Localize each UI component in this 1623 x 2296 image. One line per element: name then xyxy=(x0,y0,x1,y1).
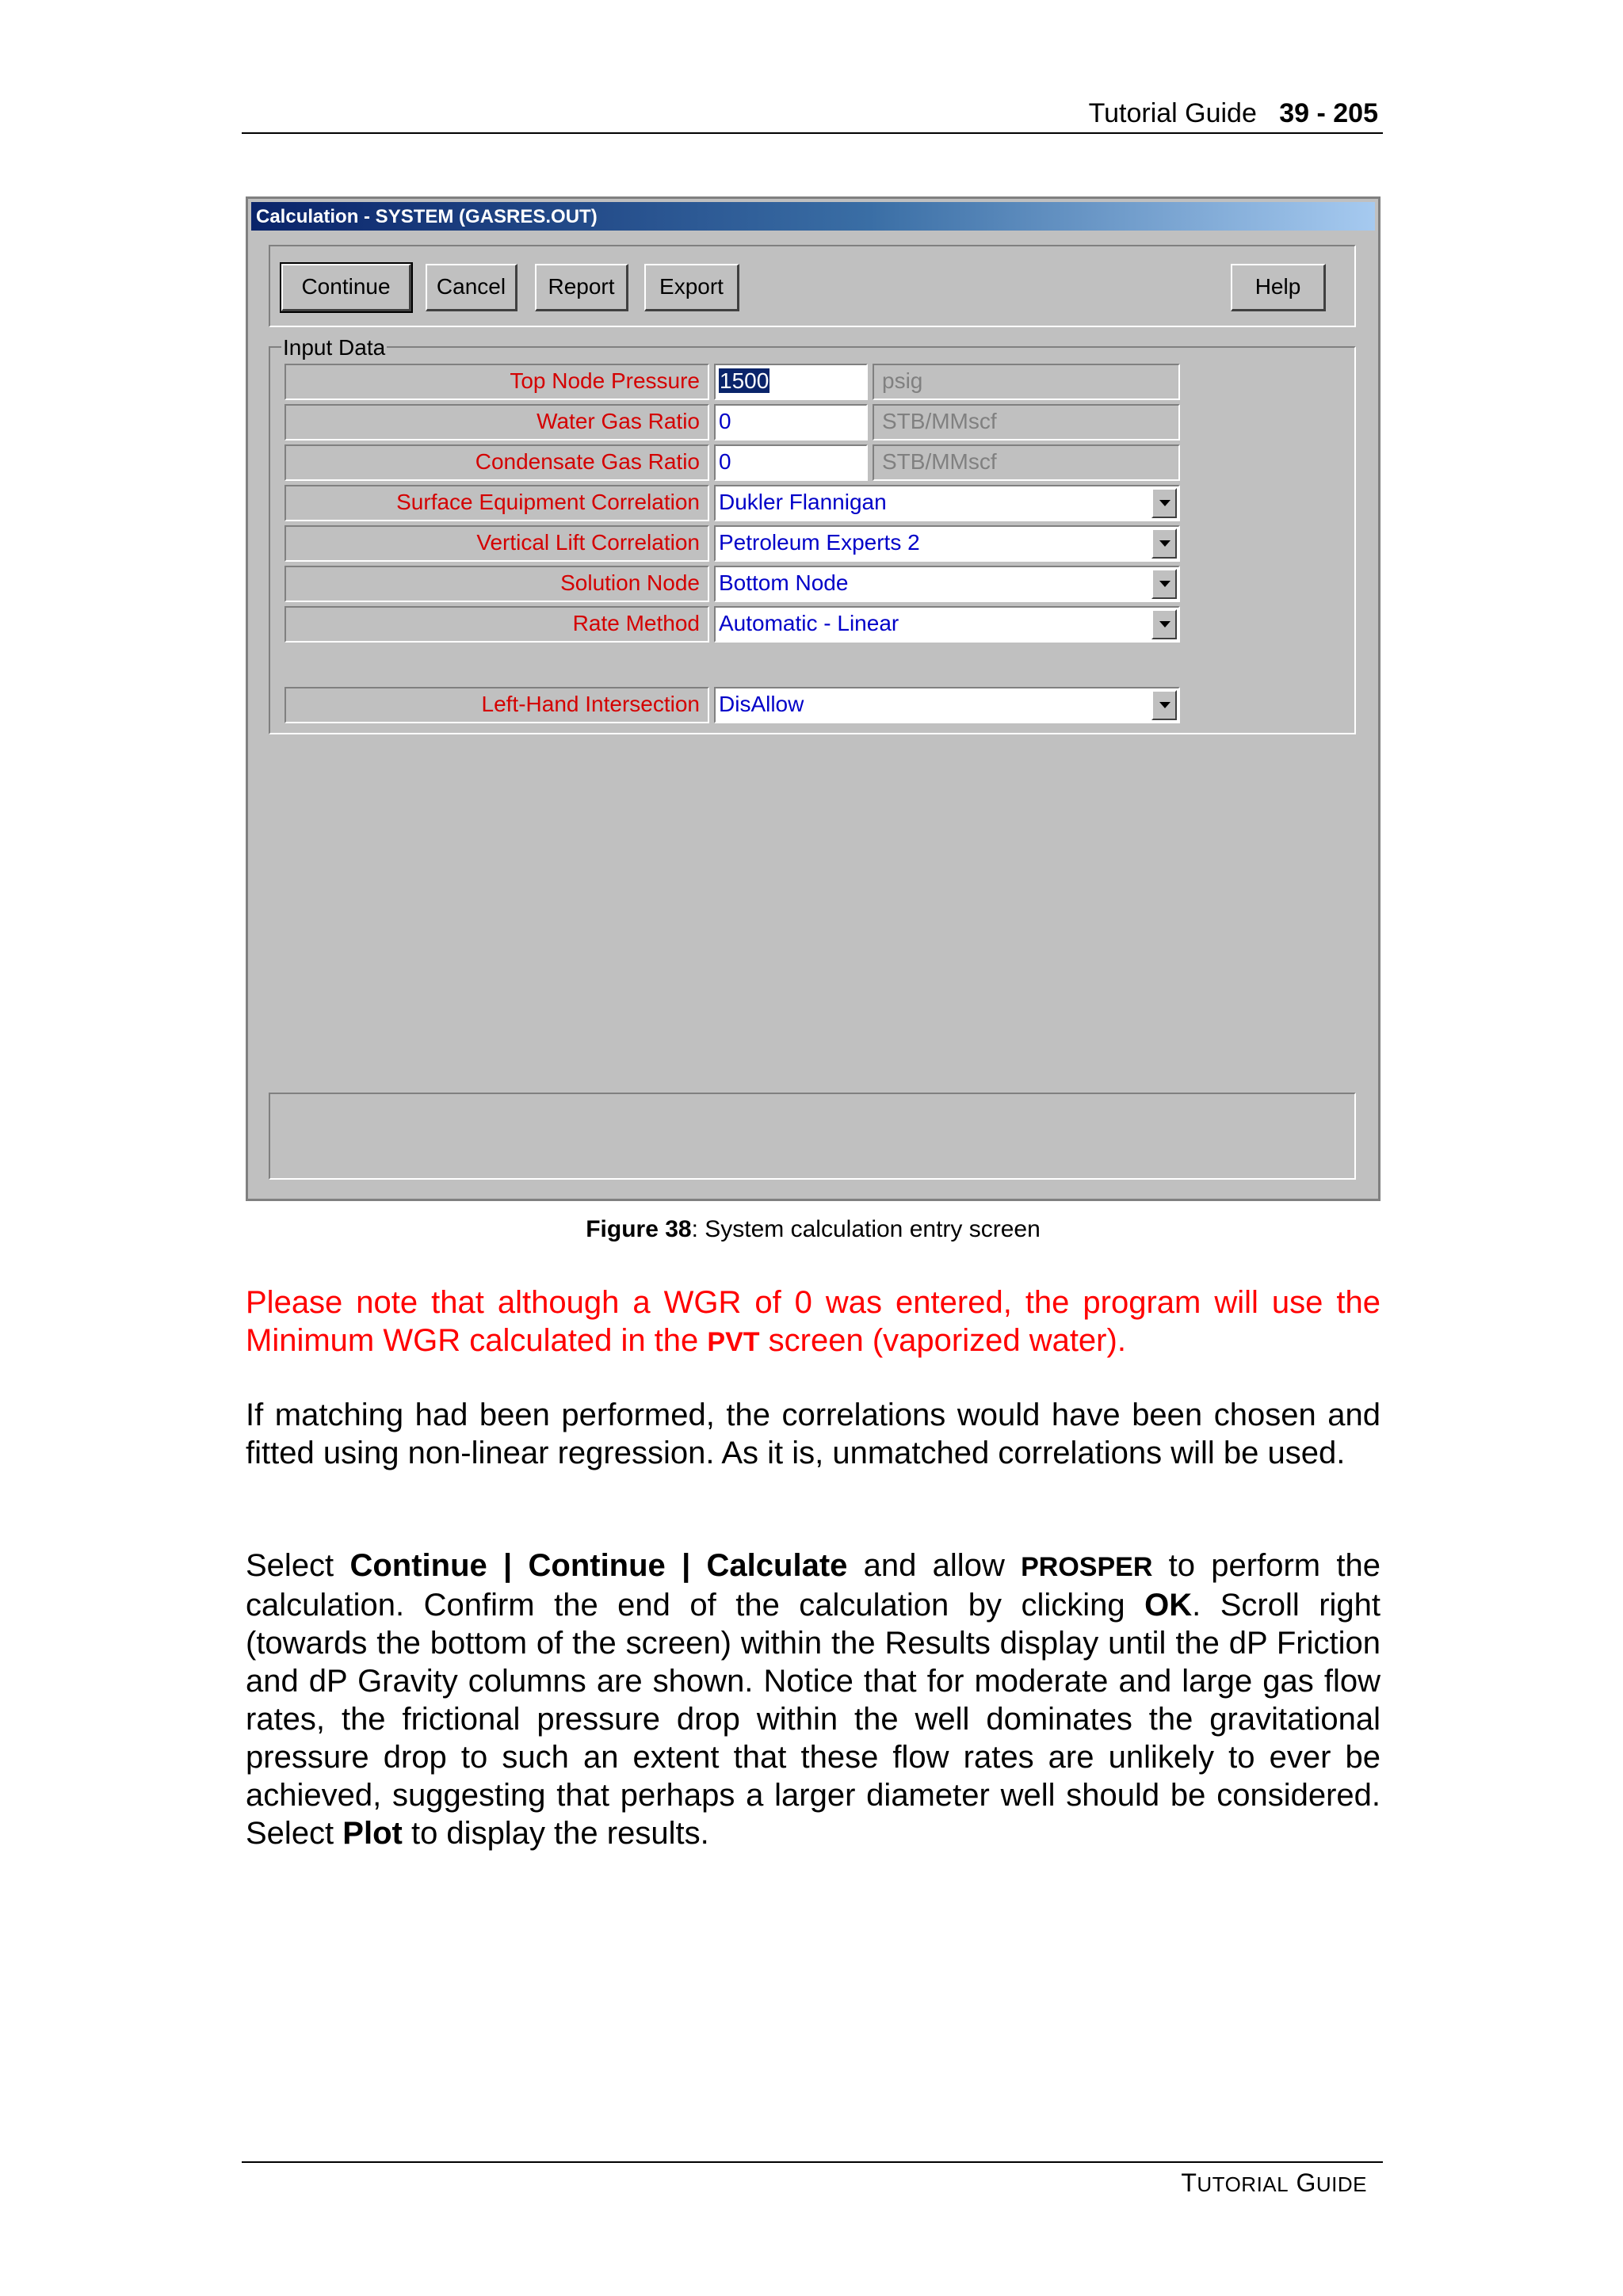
vertical-lift-correlation-label: Vertical Lift Correlation xyxy=(285,525,709,562)
note-paragraph xyxy=(246,1283,1381,1361)
footer-uide: UIDE xyxy=(1316,2172,1367,2196)
left-hand-intersection-label: Left-Hand Intersection xyxy=(285,687,709,723)
top-node-pressure-label: Top Node Pressure xyxy=(285,364,709,400)
footer-t: T xyxy=(1181,2168,1197,2197)
instr-text-5: to display the results. xyxy=(402,1816,709,1851)
dialog-titlebar xyxy=(251,202,1375,231)
top-node-pressure-unit: psig xyxy=(873,364,1180,400)
left-hand-intersection-value: DisAllow xyxy=(719,692,804,716)
cancel-button[interactable]: Cancel xyxy=(426,264,517,311)
input-data-label: Input Data xyxy=(283,335,386,360)
header-text xyxy=(1089,98,1378,129)
vertical-lift-correlation-select[interactable] xyxy=(714,525,1180,562)
left-hand-intersection-select[interactable] xyxy=(714,687,1180,723)
water-gas-ratio-unit: STB/MMscf xyxy=(873,404,1180,441)
calculation-dialog xyxy=(246,196,1381,1201)
instr-text-3: to perform the calculation. Confirm the end of the calculation by clicking xyxy=(246,1548,1381,1623)
dropdown-arrow-icon[interactable] xyxy=(1151,569,1177,599)
rate-method-value: Automatic - Linear xyxy=(719,611,899,635)
page-header xyxy=(242,93,1383,132)
continue-button[interactable]: Continue xyxy=(281,264,411,311)
status-panel xyxy=(269,1093,1356,1180)
rate-method-select[interactable] xyxy=(714,606,1180,643)
dropdown-arrow-icon[interactable] xyxy=(1151,488,1177,518)
note-pvt: PVT xyxy=(707,1327,760,1357)
instr-text-4: . Scroll right (towards the bottom of the screen) within the Results display until the dP Friction and dP Gravity columns are shown. Notice that for moderate and large gas flow rates, the frictional pressure drop within the well dominates the gravitational pressure drop to such an extent that these flow rates are unlikely to ever be achieved, suggesting that perhaps a larger diameter well should be considered. Select xyxy=(246,1588,1381,1851)
condensate-gas-ratio-unit: STB/MMscf xyxy=(873,444,1180,481)
top-node-pressure-value: 1500 xyxy=(720,368,769,393)
dialog-title: Calculation - SYSTEM (GASRES.OUT) xyxy=(256,206,598,227)
solution-node-value: Bottom Node xyxy=(719,570,849,595)
prosper-name: PROSPER xyxy=(1021,1552,1153,1582)
help-button[interactable]: Help xyxy=(1231,264,1326,311)
footer-rule xyxy=(242,2161,1383,2163)
water-gas-ratio-label: Water Gas Ratio xyxy=(285,404,709,441)
figure-caption-text: : System calculation entry screen xyxy=(691,1216,1041,1242)
input-data-panel xyxy=(269,335,1356,734)
condensate-gas-ratio-input[interactable]: 0 xyxy=(714,444,868,481)
header-section: Tutorial Guide xyxy=(1088,98,1257,128)
button-toolbar xyxy=(269,245,1356,327)
ok-keyword: OK xyxy=(1144,1588,1193,1623)
footer-text xyxy=(1181,2168,1367,2198)
plot-keyword: Plot xyxy=(342,1816,403,1851)
solution-node-label: Solution Node xyxy=(285,566,709,602)
top-node-pressure-input[interactable] xyxy=(714,364,868,400)
export-button[interactable]: Export xyxy=(644,264,739,311)
dropdown-arrow-icon[interactable] xyxy=(1151,609,1177,639)
figure-label: Figure 38 xyxy=(586,1216,692,1242)
surface-equipment-correlation-value: Dukler Flannigan xyxy=(719,490,887,514)
note-text-2: screen (vaporized water). xyxy=(759,1323,1126,1358)
surface-equipment-correlation-select[interactable] xyxy=(714,485,1180,521)
rate-method-label: Rate Method xyxy=(285,606,709,643)
dropdown-arrow-icon[interactable] xyxy=(1151,690,1177,720)
instructions-paragraph xyxy=(246,1547,1381,1852)
menu-path: Continue | Continue | Calculate xyxy=(349,1548,848,1583)
report-button[interactable]: Report xyxy=(535,264,628,311)
surface-equipment-correlation-label: Surface Equipment Correlation xyxy=(285,485,709,521)
note-text-1: Please note that although a WGR of 0 was entered, the program will use the Minimum WGR calculated in the xyxy=(246,1285,1381,1358)
dropdown-arrow-icon[interactable] xyxy=(1151,528,1177,559)
header-rule xyxy=(242,132,1383,134)
header-page-number: 39 - 205 xyxy=(1279,98,1378,128)
instr-text-2: and allow xyxy=(847,1548,1022,1583)
footer-utorial: UTORIAL xyxy=(1197,2172,1289,2196)
solution-node-select[interactable] xyxy=(714,566,1180,602)
instr-text-1: Select xyxy=(246,1548,350,1583)
footer-g: G xyxy=(1296,2168,1316,2197)
matching-paragraph: If matching had been performed, the correlations would have been chosen and fitted using non-linear regression. As it is, unmatched correlations will be used. xyxy=(246,1398,1381,1470)
figure-caption xyxy=(246,1216,1381,1243)
condensate-gas-ratio-label: Condensate Gas Ratio xyxy=(285,444,709,481)
water-gas-ratio-input[interactable]: 0 xyxy=(714,404,868,441)
vertical-lift-correlation-value: Petroleum Experts 2 xyxy=(719,530,920,555)
